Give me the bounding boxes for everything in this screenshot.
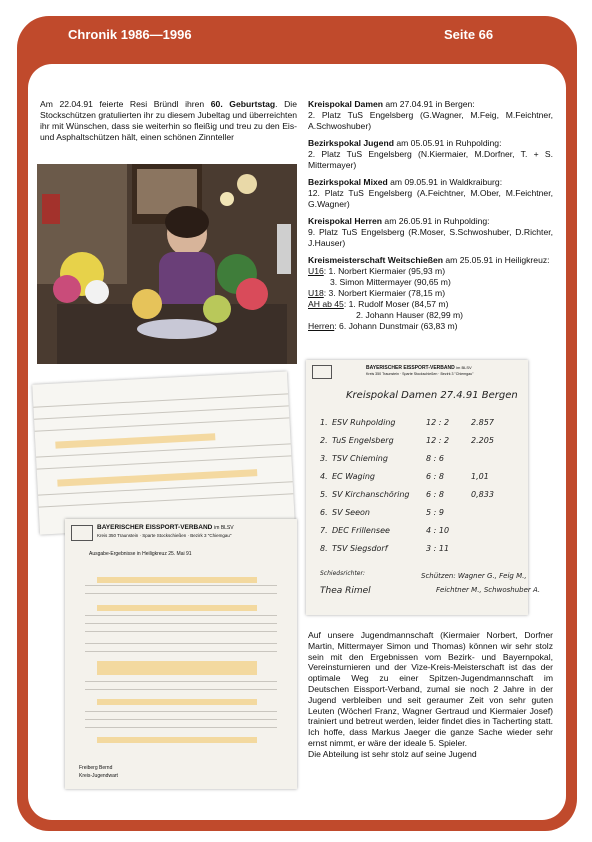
photo-illustration bbox=[37, 164, 297, 364]
referee-label: Schiedsrichter: bbox=[320, 570, 365, 577]
hand-row-note: 2.857 bbox=[471, 418, 494, 427]
result-bezirkspokal-jugend: Bezirkspokal Jugend am 05.05.91 in Ruhpolding: 2. Platz TuS Engelsberg (N.Kiermaier, M.Dorfner, T. + S. Mittermayer) bbox=[308, 138, 553, 170]
hand-row-place: 6. bbox=[320, 508, 328, 517]
scan-back-document bbox=[32, 371, 295, 534]
hand-row-score: 6 : 8 bbox=[426, 490, 444, 499]
hand-row-team: DEC Frillensee bbox=[332, 526, 390, 535]
hand-row-place: 4. bbox=[320, 472, 328, 481]
shooters-line1: Schützen: Wagner G., Feig M., bbox=[421, 572, 527, 580]
birthday-text: Am 22.04.91 feierte Resi Bründl ihren bbox=[40, 99, 211, 109]
hand-row-team: TuS Engelsberg bbox=[332, 436, 394, 445]
youth-closing: Die Abteilung ist sehr stolz auf seine Jugend bbox=[308, 748, 477, 759]
hand-row-place: 1. bbox=[320, 418, 328, 427]
scan-footer-role: Kreis-Jugendwart bbox=[79, 773, 118, 779]
association-logo-2 bbox=[312, 365, 332, 379]
hand-row-score: 5 : 9 bbox=[426, 508, 444, 517]
hand-row-score: 12 : 2 bbox=[426, 436, 450, 445]
hand-row-score: 3 : 11 bbox=[426, 544, 450, 553]
hand-row-team: TSV Siegsdorf bbox=[332, 544, 388, 553]
page-number: Seite 66 bbox=[444, 27, 494, 42]
hand-row-score: 8 : 6 bbox=[426, 454, 444, 463]
birthday-bold: 60. Geburtstag bbox=[210, 99, 276, 109]
hand-row-score: 6 : 8 bbox=[426, 472, 444, 481]
scan-title: Ausgabe-Ergebnisse in Heiligkreuz 25. Mai 91 bbox=[89, 551, 192, 557]
result-kreispokal-damen: Kreispokal Damen am 27.04.91 in Bergen: 2. Platz TuS Engelsberg (G.Wagner, M.Feig, M.Feichtner, A.Schwoshuber) bbox=[308, 99, 553, 131]
scan-org-subtitle: Kreis 350 Traunstein · Sparte Stockschießen · Bezirk 3 "Chiemgau" bbox=[97, 533, 232, 538]
scan-footer-name: Freiberg Bernd bbox=[79, 765, 113, 771]
scan-results-sheet: BAYERISCHER EISSPORT-VERBAND im BLSV Kreis 350 Traunstein · Sparte Stockschießen · Bezirk 3 "Chiemgau" Ausgabe-Ergebnisse in Heiligkreuz 25. Mai 91 Freiberg Bernd Kreis-Jugendwart bbox=[65, 519, 297, 789]
hand-row-place: 7. bbox=[320, 526, 328, 535]
hand-row-place: 3. bbox=[320, 454, 328, 463]
shooters-line2: Feichtner M., Schwoshuber A. bbox=[436, 586, 541, 594]
scan-hand-org-subtitle: Kreis 350 Traunstein · Sparte Stockschießen · Bezirk 3 "Chiemgau" bbox=[366, 372, 474, 376]
hand-row-place: 5. bbox=[320, 490, 328, 499]
hand-row-score: 12 : 2 bbox=[426, 418, 450, 427]
chronicle-title: Chronik 1986—1996 bbox=[68, 27, 192, 42]
referee-signature: Thea Rimel bbox=[320, 586, 371, 596]
scan-org-name: BAYERISCHER EISSPORT-VERBAND bbox=[97, 524, 213, 531]
hand-row-place: 8. bbox=[320, 544, 328, 553]
result-kreispokal-herren: Kreispokal Herren am 26.05.91 in Ruhpolding: 9. Platz TuS Engelsberg (R.Moser, S.Schwoshuber, D.Richter, J.Hauser) bbox=[308, 216, 553, 248]
handwritten-title: Kreispokal Damen 27.4.91 Bergen bbox=[346, 390, 518, 401]
birthday-paragraph bbox=[40, 99, 297, 143]
scan-hand-org-name: BAYERISCHER EISSPORT-VERBAND bbox=[366, 365, 455, 371]
results-column bbox=[308, 99, 553, 332]
hand-row-score: 4 : 10 bbox=[426, 526, 450, 535]
result-kreismeisterschaft: Kreismeisterschaft Weitschießen am 25.05.91 in Heiligkreuz: U16: 1. Norbert Kiermaier (95,93 m) 3. Simon Mittermayer (90,65 m) U18: 3. Norbert Kiermaier (78,15 m) AH ab 45: 1. Rudolf Moser (84,57 m) 2. Johann Hauser (82,99 m) Herren: 6. Johann Dunstmair (63,83 m) bbox=[308, 255, 550, 331]
hand-row-team: EC Waging bbox=[332, 472, 376, 481]
hand-row-team: TSV Chieming bbox=[332, 454, 388, 463]
association-logo bbox=[71, 525, 93, 541]
hand-row-note: 1,01 bbox=[471, 472, 489, 481]
hand-row-team: ESV Ruhpolding bbox=[332, 418, 396, 427]
birthday-photo bbox=[37, 164, 297, 364]
youth-text: Auf unsere Jugendmannschaft (Kiermaier Norbert, Dorfner Martin, Mittermayer Simon und Thomas) können wir sehr stolz sein mit den Ergebnissen vom Bezirk- und Bayernpokal, Vereinsturnieren und der Vize-Kreis-Meisterschaft ist das der optimale Weg zu einer Spitzen-Jugendmannschaft im Deutschen Eissport-Verband, zumal sie noch 2 Jahre in der Jugend verbleiben und seit geraumer Zeit von sehr guten Leuten (Wöcherl Franz, Wagner Gertraud und Kiermaier Josef) trainiert und betreut werden, leider findet dies in Tacherting statt. Ich hoffe, dass Markus Jaeger die ganze Sache wieder sehr ernst nimmt, er wäre der ideale 5. Spieler. bbox=[308, 630, 553, 748]
hand-row-note: 0,833 bbox=[471, 490, 494, 499]
hand-row-note: 2.205 bbox=[471, 436, 494, 445]
scan-handwritten-sheet: BAYERISCHER EISSPORT-VERBAND im BLSV Kreis 350 Traunstein · Sparte Stockschießen · Bezirk 3 "Chiemgau" Kreispokal Damen 27.4.91 Bergen 1. ESV Ruhpolding 12 : 2 2.857 2. TuS Engelsberg 12 : 2 2.205 3. TSV Chieming 8 : 6 4. EC Waging 6 : 8 1,01 5. SV Kirchanschöring 6 : 8 0,833 6. SV Seeon 5 : 9 7. DEC Frillensee 4 : 10 8. TSV Siegsdorf 3 : 11 Schiedsrichter: Schützen: Wagner G., Feig M., Feichtner M., Schwoshuber A. Thea Rimel bbox=[306, 360, 528, 615]
result-bezirkspokal-mixed: Bezirkspokal Mixed am 09.05.91 in Waldkraiburg: 12. Platz TuS Engelsberg (A.Feichtner, M.Ober, M.Feichtner, G.Wagner) bbox=[308, 177, 553, 209]
hand-row-team: SV Seeon bbox=[332, 508, 370, 517]
birthday-text-rest: . Die Stockschützen gratulierten ihr zu diesem Jubeltag und überreichten ihr mit Wünschen, dass sie weiterhin so fleißig und treu zu den Eis- und Asphaltschützen hält, einen schönen Zinnteller bbox=[40, 99, 297, 142]
hand-row-team: SV Kirchanschöring bbox=[332, 490, 410, 499]
hand-row-place: 2. bbox=[320, 436, 328, 445]
youth-paragraph bbox=[308, 630, 553, 760]
